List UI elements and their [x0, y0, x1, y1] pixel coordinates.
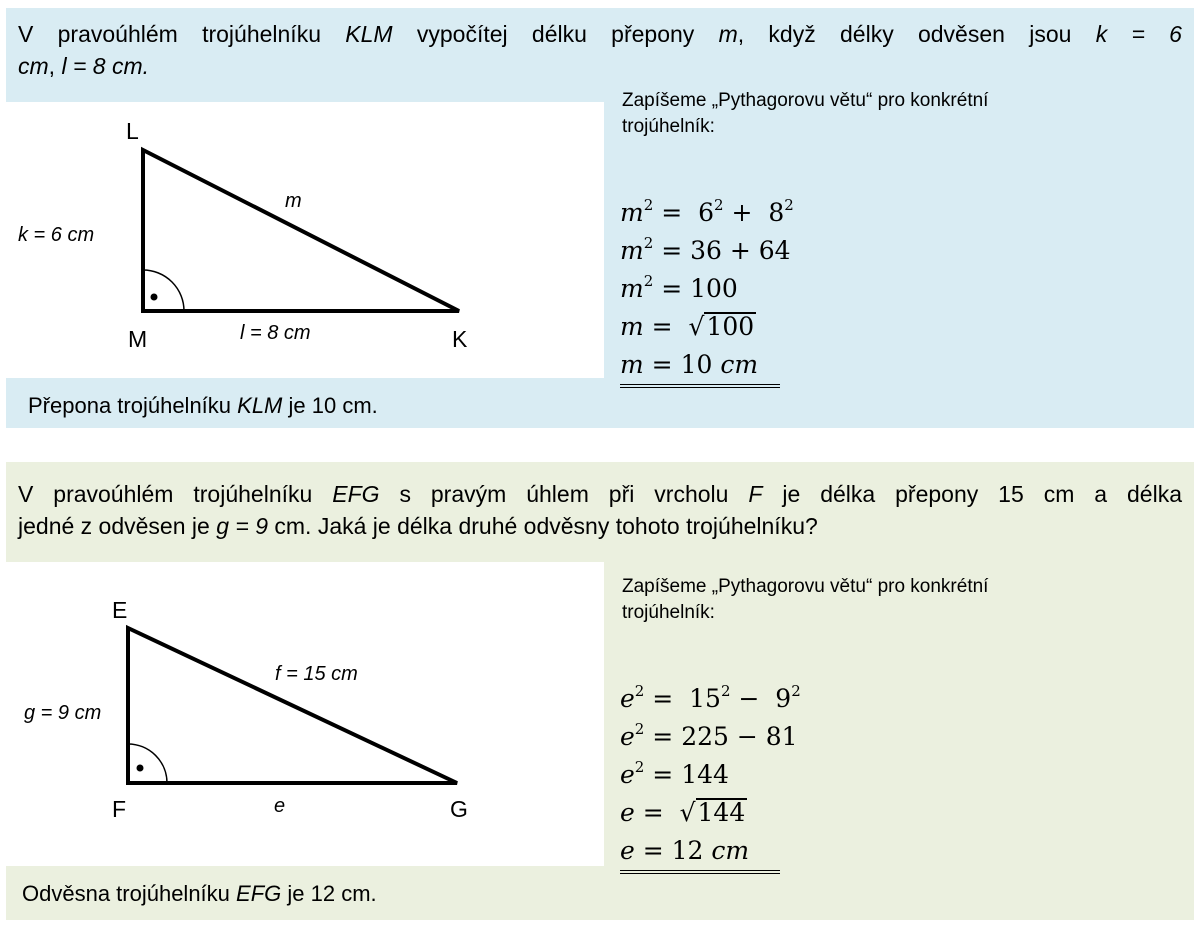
side-label-k: k = 6 cm	[18, 224, 95, 246]
problem1-question: V pravoúhlém trojúhelníku KLM vypočítej délku přepony m, když délky odvěsen jsou k = 6 cm, l = 8 cm.	[18, 21, 1182, 79]
vertex-label-g: G	[450, 796, 468, 822]
problem1-note: Zapíšeme „Pythagorovu větu“ pro konkrétní trojúhelník:	[622, 90, 989, 137]
vertex-label-e: E	[112, 597, 128, 623]
problem2-note: Zapíšeme „Pythagorovu větu“ pro konkrétní trojúhelník:	[622, 576, 989, 623]
problem2-answer: Odvěsna trojúhelníku EFG je 12 cm.	[22, 881, 377, 906]
vertex-label-f: F	[112, 796, 127, 822]
side-label-e: e	[274, 795, 286, 817]
vertex-label-m: M	[128, 326, 148, 352]
side-label-l: l = 8 cm	[240, 322, 311, 344]
vertex-label-k: K	[452, 326, 468, 352]
problem1-answer: Přepona trojúhelníku KLM je 10 cm.	[28, 393, 378, 418]
triangle-efg	[128, 628, 457, 783]
side-label-m: m	[285, 190, 302, 212]
problem1-calculation: $m^2 = 6^2 + 8^2$ $m^2 = 36 + 64$ $m^2 = 100$ m = √100 m = 10 cm	[620, 194, 794, 388]
right-angle-arc	[128, 744, 167, 783]
problem2-question: V pravoúhlém trojúhelníku EFG s pravým úhlem při vrcholu F je délka přepony 15 cm a délka jedné z odvěsen je g = 9 cm. Jaká je délka druhé odvěsny tohoto trojúhelníku?	[18, 481, 1182, 539]
problem2-calculation: $e^2 = 15^2 - 9^2$ $e^2 = 225 - 81$ $e^2 = 144$ e = √144 e = 12 cm	[620, 680, 801, 874]
side-label-f: f = 15 cm	[275, 663, 358, 685]
vertex-label-l: L	[126, 118, 139, 144]
side-label-g: g = 9 cm	[24, 702, 102, 724]
right-angle-dot	[137, 765, 144, 772]
